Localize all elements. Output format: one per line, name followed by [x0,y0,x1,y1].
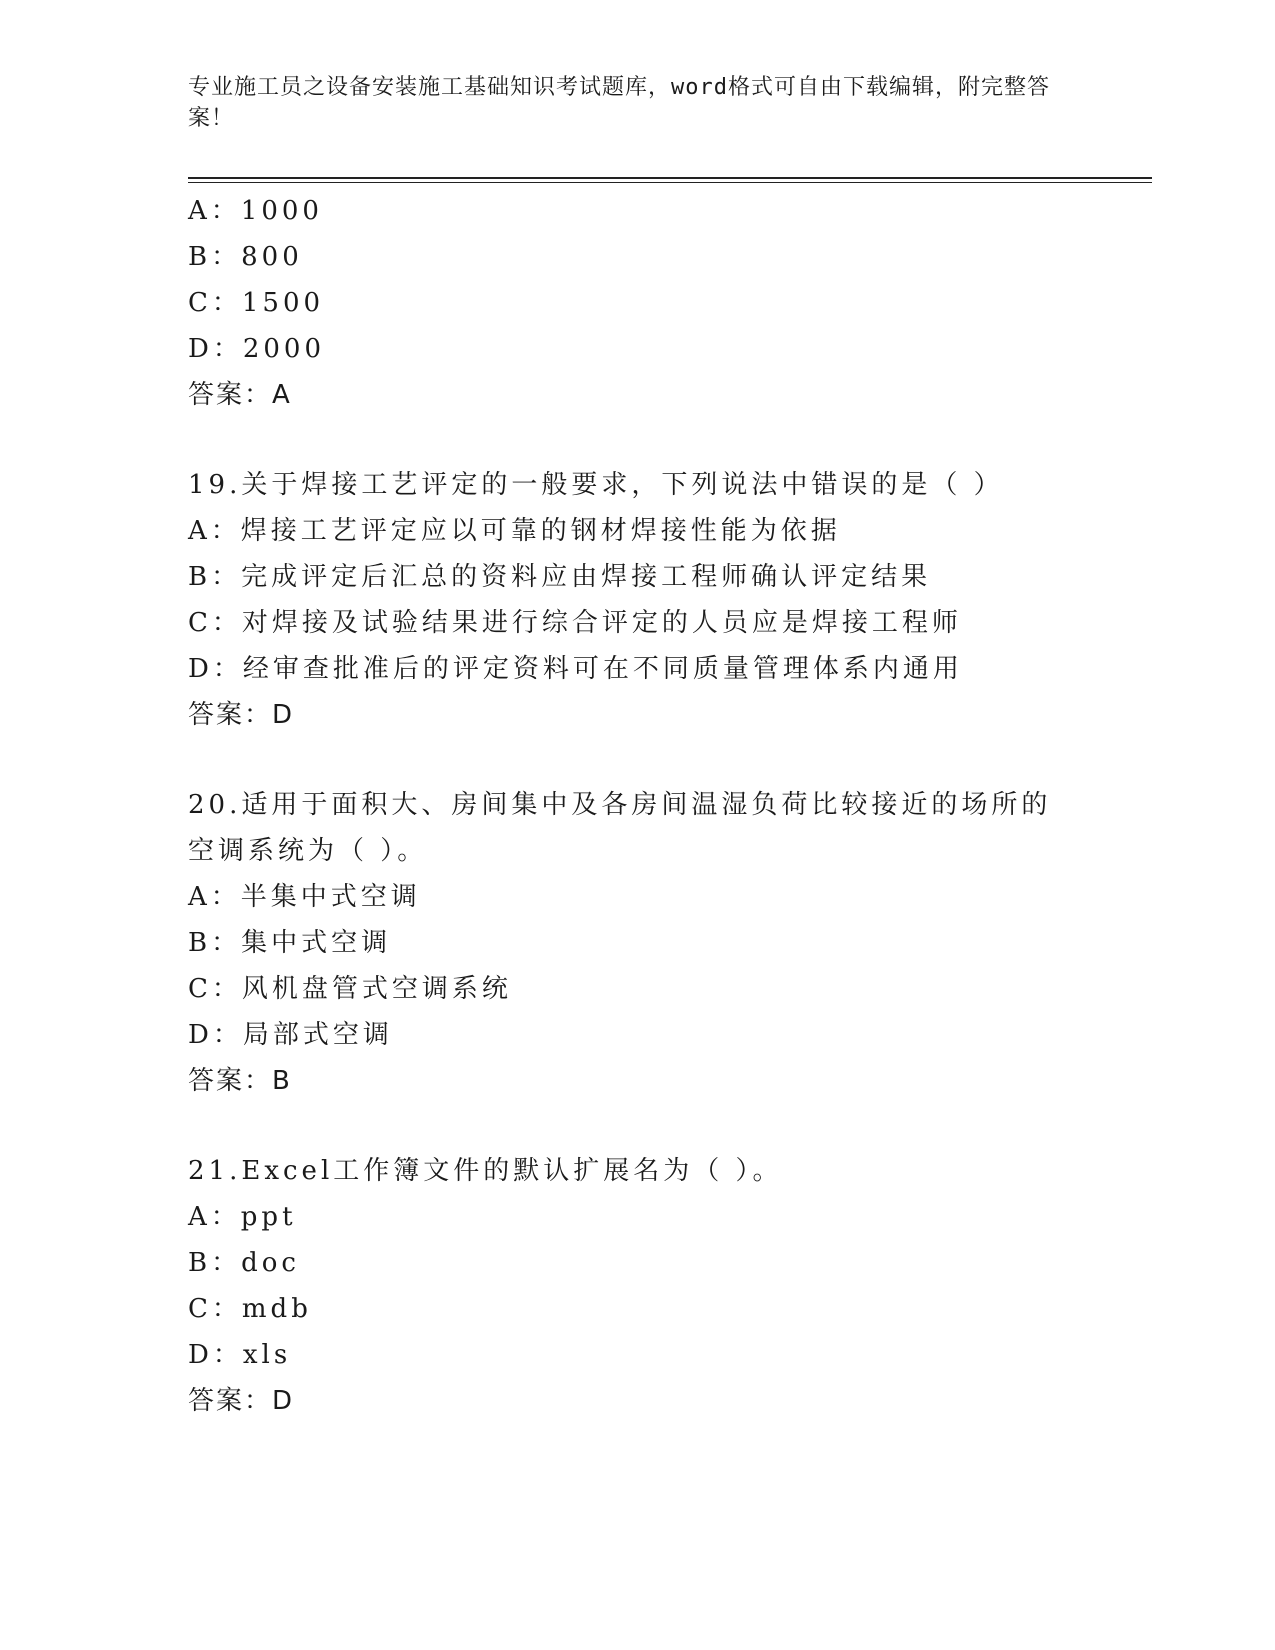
option-d: D：局部式空调 [188,1020,393,1050]
answer-line: 答案：D [188,1386,295,1416]
option-b: B：集中式空调 [188,928,392,958]
document-header: 专业施工员之设备安装施工基础知识考试题库，word格式可自由下载编辑，附完整答案！ [188,75,1050,131]
header-divider [188,177,1152,183]
option-c: C：1500 [188,288,325,318]
document-body [188,188,1148,1424]
option-b: B：800 [188,242,303,272]
option-d: D：经审查批准后的评定资料可在不同质量管理体系内通用 [188,654,963,684]
option-a: A：1000 [188,196,323,226]
question-text: 20.适用于面积大、房间集中及各房间温湿负荷比较接近的场所的空调系统为（ ）。 [188,790,1052,866]
answer-line: 答案：A [188,380,292,410]
option-d: D：xls [188,1340,292,1370]
option-a: A：半集中式空调 [188,882,421,912]
answer-line: 答案：B [188,1066,292,1096]
question-19-block [188,462,1148,738]
question-20-block [188,782,1148,1104]
question-18-block [188,188,1148,418]
option-a: A：焊接工艺评定应以可靠的钢材焊接性能为依据 [188,516,841,546]
question-text: 19.关于焊接工艺评定的一般要求，下列说法中错误的是（ ） [188,470,1004,500]
option-b: B：doc [188,1248,300,1278]
option-c: C：mdb [188,1294,312,1324]
option-b: B：完成评定后汇总的资料应由焊接工程师确认评定结果 [188,562,932,592]
option-c: C：对焊接及试验结果进行综合评定的人员应是焊接工程师 [188,608,962,638]
question-text: 21.Excel工作簿文件的默认扩展名为（ ）。 [188,1156,783,1186]
answer-line: 答案：D [188,700,295,730]
question-21-block [188,1148,1148,1424]
option-c: C：风机盘管式空调系统 [188,974,512,1004]
option-a: A：ppt [188,1202,297,1232]
option-d: D：2000 [188,334,326,364]
